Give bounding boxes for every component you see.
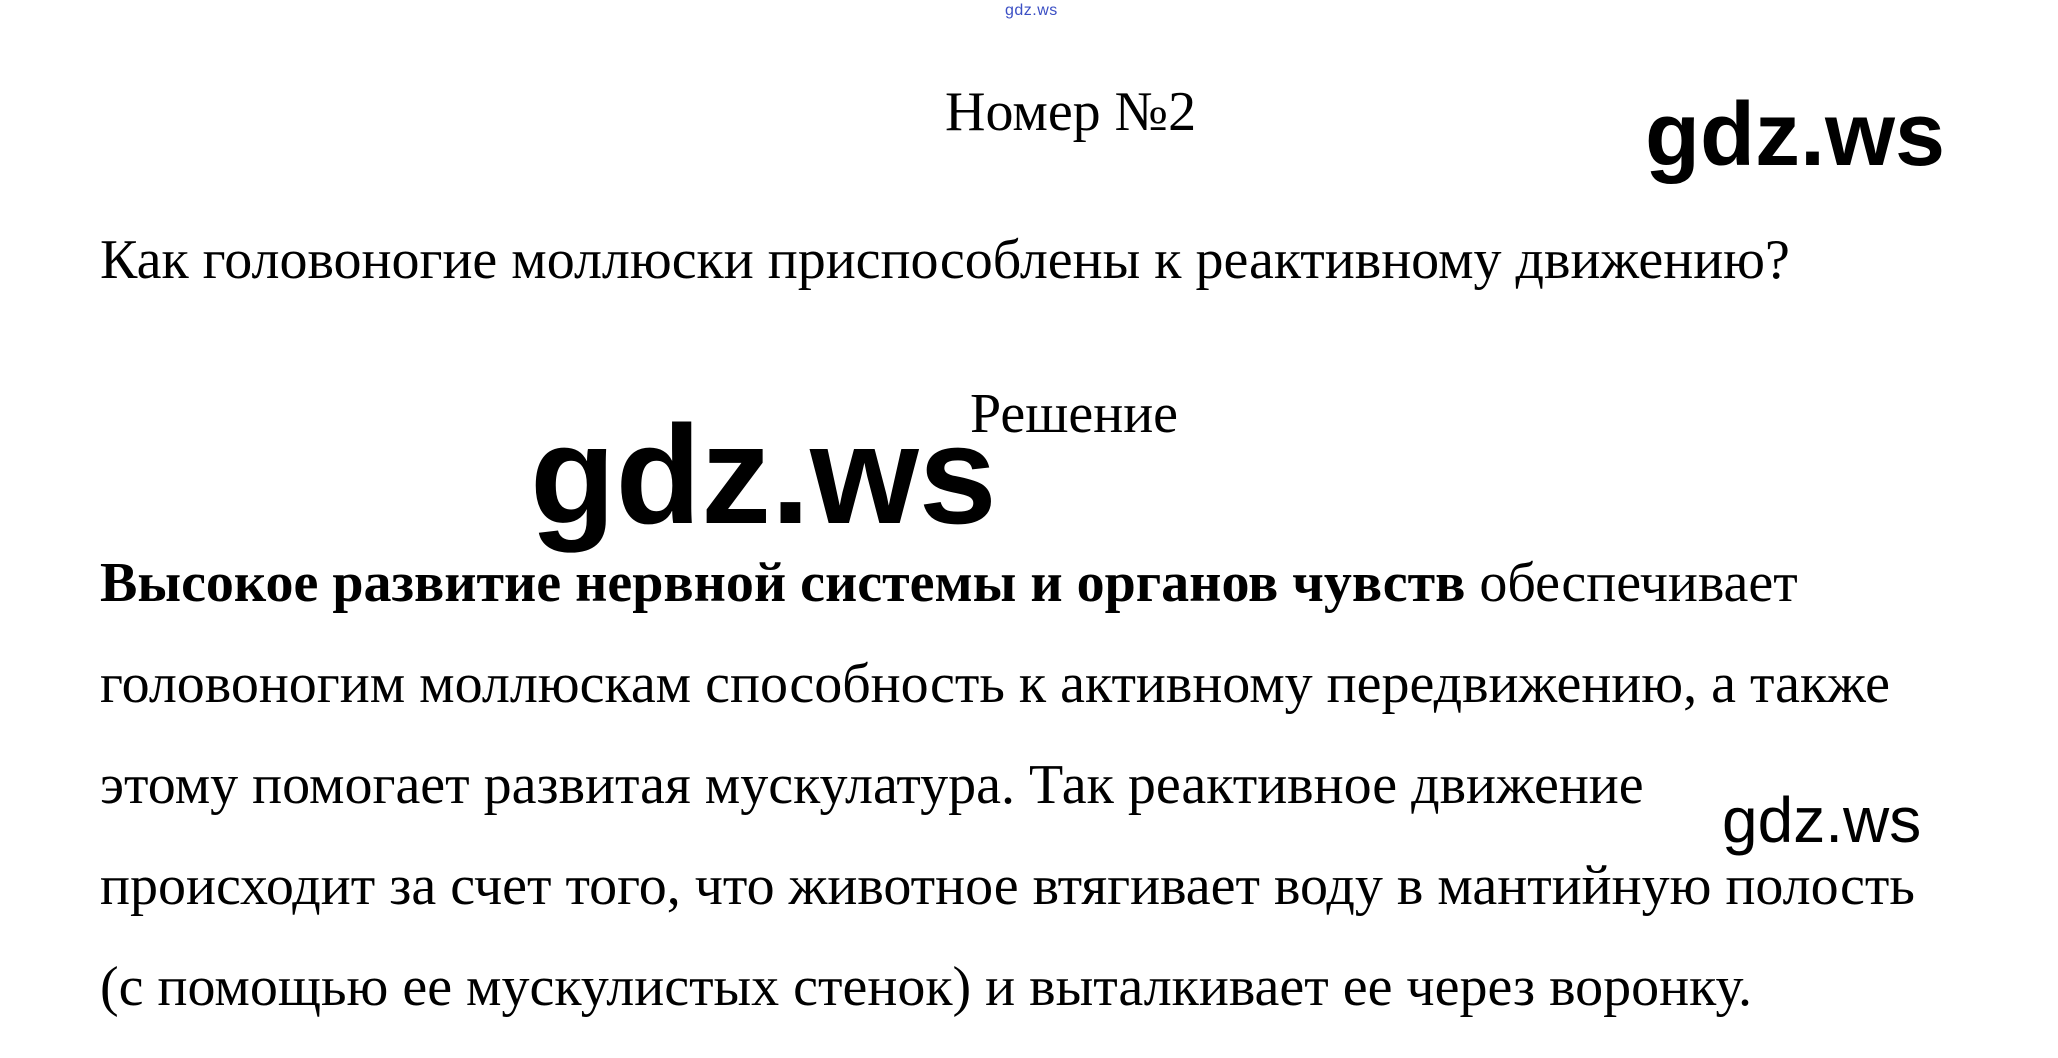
solution-line-5: (с помощью ее мускулистых стенок) и выталкивает ее через воронку. bbox=[100, 956, 1752, 1018]
watermark-logo-middle: gdz.ws bbox=[530, 396, 997, 553]
solution-line-1 bbox=[100, 533, 2050, 634]
solution-line-3: этому помогает развитая мускулатура. Так реактивное движение bbox=[100, 754, 1644, 816]
solution-heading: Решение bbox=[970, 383, 1179, 445]
solution-line-2: головоногим моллюскам способность к активному передвижению, а также bbox=[100, 653, 1890, 715]
solution-bold-lead: Высокое развитие нервной системы и органов чувств bbox=[100, 552, 1466, 614]
watermark-logo-right: gdz.ws bbox=[1722, 784, 1922, 856]
task-question: Как головоногие моллюски приспособлены к реактивному движению? bbox=[100, 229, 1790, 291]
site-mark: gdz.ws bbox=[1005, 2, 1058, 19]
watermark-logo-top: gdz.ws bbox=[1645, 85, 1946, 185]
solution-line-4: происходит за счет того, что животное втягивает воду в мантийную полость bbox=[100, 855, 1915, 917]
task-title: Номер №2 bbox=[945, 81, 1197, 143]
solution-line-1-rest: обеспечивает bbox=[1465, 552, 1798, 614]
